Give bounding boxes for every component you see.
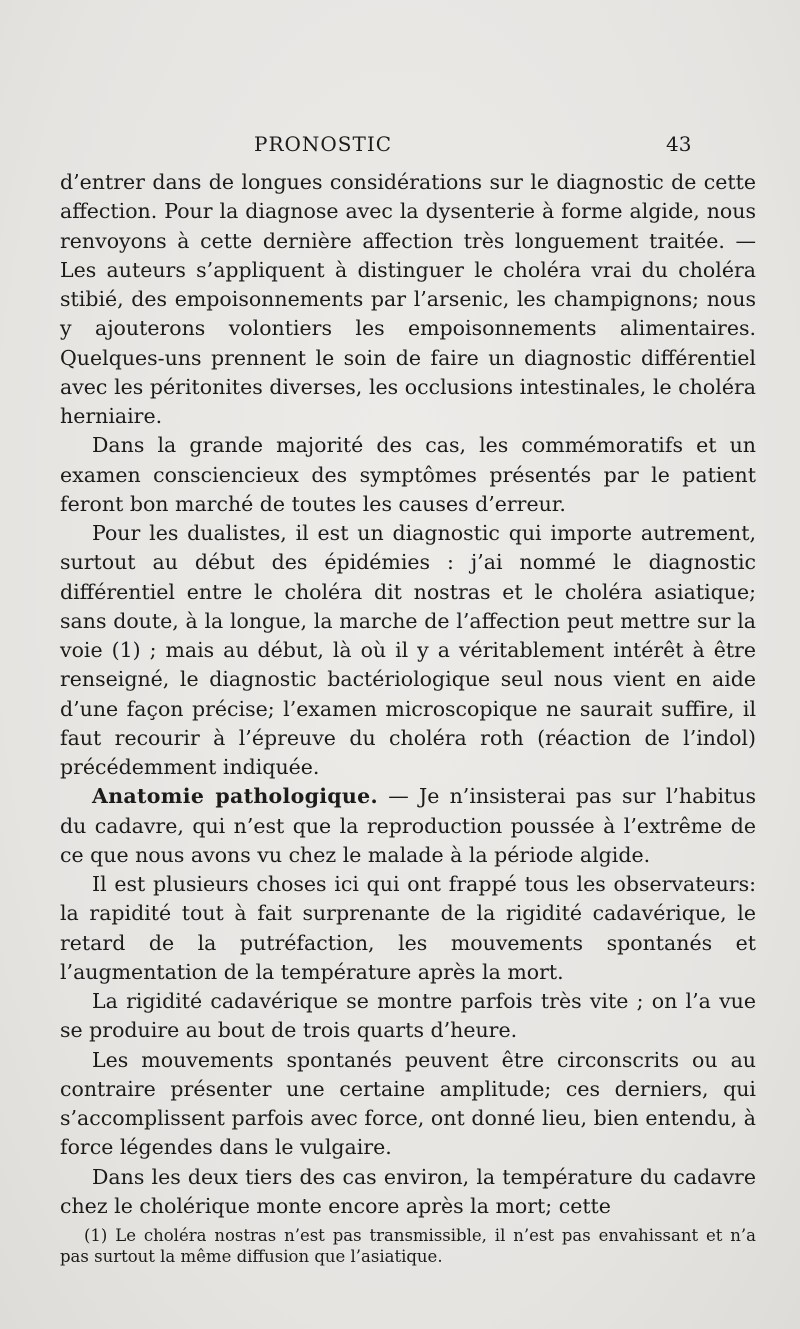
paragraph-dualistes: Pour les dualistes, il est un diagnostic qui importe autrement, surtout au début des épidémies : j’ai nommé le diagnostic différentiel entre le choléra dit nostras et le choléra asiatique; sans doute, à la longue, la marche de l’affection peut mettre sur la voie (1) ; mais au début, là où il y a véritablement intérêt à être renseigné, le diagnostic bactériologique seul nous vient en aide d’une façon précise; l’examen microscopique ne saurait suffire, il faut recourir à l’épreuve du choléra roth (réaction de l’indol) précédemment indiquée. — [60, 521, 756, 779]
anatomie-text: — Je n’insisterai pas sur l’habitus du cadavre, qui n’est que la reproduction poussée à l’extrême de ce que nous avons vu chez le malade à la période algide. — [60, 784, 756, 867]
paragraph-rigidite: La rigidité cadavérique se montre parfois très vite ; on l’a vue se produire au bout de trois quarts d’heure. — [60, 989, 756, 1043]
paragraph-anatomie — [60, 782, 756, 870]
running-head — [0, 132, 800, 162]
paragraph-diagnostic-continued: d’entrer dans de longues considérations sur le diagnostic de cette affection. Pour la diagnose avec la dysenterie à forme algide, nous renvoyons à cette dernière affection très longuement traitée. — Les auteurs s’appliquent à distinguer le choléra vrai du choléra stibié, des empoisonnements par l’arsenic, les champignons; nous y ajouterons volontiers les empoisonnements alimentaires. Quelques-uns prennent le soin de faire un diagnostic différentiel avec les péritonites diverses, les occlusions intestinales, le choléra herniaire. — [60, 170, 756, 428]
page-number: 43 — [666, 132, 692, 156]
running-title: PRONOSTIC — [254, 132, 393, 156]
footnote: (1) Le choléra nostras n’est pas transmissible, il n’est pas envahissant et n’a pas surtout la même diffusion que l’asiatique. — [60, 1226, 756, 1266]
paragraph-temperature: Dans les deux tiers des cas environ, la température du cadavre chez le cholérique monte encore après la mort; cette — [60, 1164, 756, 1218]
paragraph-commemoratifs: Dans la grande majorité des cas, les commémoratifs et un examen consciencieux des symptômes présentés par le patient feront bon marché de toutes les causes d’erreur. — [60, 433, 756, 516]
paragraph-observations: Il est plusieurs choses ici qui ont frappé tous les observateurs: la rapidité tout à fait surprenante de la rigidité cadavérique, le retard de la putréfaction, les mouvements spontanés et l’augmentation de la température après la mort. — [60, 872, 756, 984]
paragraph-mouvements: Les mouvements spontanés peuvent être circonscrits ou au contraire présenter une certaine amplitude; ces derniers, qui s’accomplissent parfois avec force, ont donné lieu, bien entendu, à force légendes dans le vulgaire. — [60, 1047, 756, 1160]
body-text — [60, 168, 756, 1221]
section-heading-anatomie: Anatomie pathologique. — [92, 784, 378, 809]
